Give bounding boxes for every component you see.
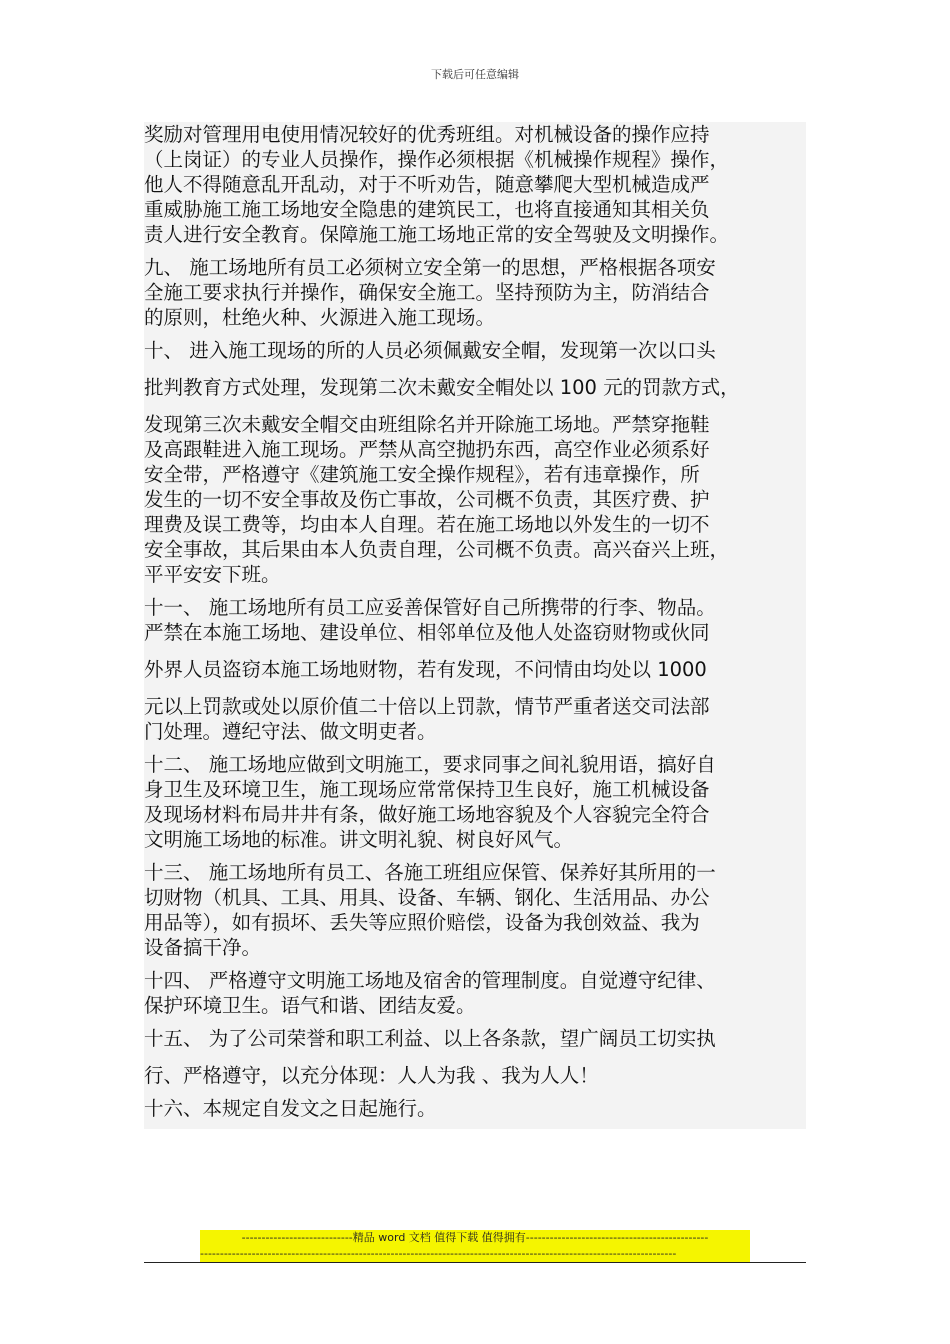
text-line: 切财物（机具、工具、用具、设备、车辆、钢化、生活用品、办公 — [144, 886, 710, 909]
paragraph — [144, 752, 806, 852]
document-body — [144, 122, 806, 1129]
paragraph — [144, 1096, 806, 1121]
text-line: 理费及误工费等，均由本人自理。若在施工场地以外发生的一切不 — [144, 513, 710, 536]
text-line: 十四、 严格遵守文明施工场地及宿舍的管理制度。自觉遵守纪律、 — [144, 969, 716, 992]
line-gap — [144, 363, 806, 375]
text-line: 门处理。遵纪守法、做文明吏者。 — [144, 720, 437, 743]
paragraph — [144, 860, 806, 960]
footer-rule — [144, 1262, 806, 1263]
text-line: 发生的一切不安全事故及伤亡事故，公司概不负责，其医疗费、护 — [144, 488, 710, 511]
text-line: 九、 施工场地所有员工必须树立安全第一的思想，严格根据各项安 — [144, 256, 716, 279]
paragraph — [144, 255, 806, 330]
text-line: 保护环境卫生。语气和谐、团结友爱。 — [144, 994, 476, 1017]
text-line: 安全带，严格遵守《建筑施工安全操作规程》，若有违章操作，所 — [144, 463, 700, 486]
paragraph — [144, 338, 806, 587]
text-line: 及高跟鞋进入施工现场。严禁从高空抛扔东西，高空作业必须系好 — [144, 438, 710, 461]
text-line: 十一、 施工场地所有员工应妥善保管好自己所携带的行李、物品。 — [144, 596, 716, 619]
text-line: 设备搞干净。 — [144, 936, 262, 959]
text-line: 奖励对管理用电使用情况较好的优秀班组。对机械设备的操作应持 — [144, 123, 710, 146]
line-gap — [144, 682, 806, 694]
text-line: 身卫生及环境卫生，施工现场应常常保持卫生良好，施工机械设备 — [144, 778, 710, 801]
line-gap — [144, 645, 806, 657]
text-line: 他人不得随意乱开乱动，对于不听劝告，随意攀爬大型机械造成严 — [144, 173, 710, 196]
text-line: 外界人员盗窃本施工场地财物，若有发现，不问情由均处以 1000 — [144, 658, 707, 681]
text-line: 批判教育方式处理，发现第二次未戴安全帽处以 100 元的罚款方式， — [144, 376, 740, 399]
text-line: 用品等），如有损坏、丢失等应照价赔偿，设备为我创效益、我为 — [144, 911, 700, 934]
text-line: 十六、本规定自发文之日起施行。 — [144, 1097, 437, 1120]
paragraph — [144, 968, 806, 1018]
text-line: 平平安安下班。 — [144, 563, 281, 586]
text-line: 行、严格遵守，以充分体现：人人为我 、我为人人！ — [144, 1064, 599, 1087]
text-line: 元以上罚款或处以原价值二十倍以上罚款，情节严重者送交司法部 — [144, 695, 710, 718]
text-line: 十五、 为了公司荣誉和职工利益、以上各条款，望广阔员工切实执 — [144, 1027, 716, 1050]
text-line: 安全事故，其后果由本人负责自理，公司概不负责。高兴奋兴上班， — [144, 538, 730, 561]
text-line: 的原则，杜绝火种、火源进入施工现场。 — [144, 306, 496, 329]
page-header: 下载后可任意编辑 — [431, 68, 519, 81]
text-line: 十二、 施工场地应做到文明施工，要求同事之间礼貌用语，搞好自 — [144, 753, 716, 776]
line-gap — [144, 1051, 806, 1063]
text-line: 十三、 施工场地所有员工、各施工班组应保管、保养好其所用的一 — [144, 861, 716, 884]
paragraph — [144, 122, 806, 247]
line-gap — [144, 400, 806, 412]
text-line: 文明施工场地的标准。讲文明礼貌、树良好风气。 — [144, 828, 574, 851]
text-line: 发现第三次未戴安全帽交由班组除名并开除施工场地。严禁穿拖鞋 — [144, 413, 710, 436]
text-line: 及现场材料布局井井有条，做好施工场地容貌及个人容貌完全符合 — [144, 803, 710, 826]
text-line: 全施工要求执行并操作，确保安全施工。坚持预防为主，防消结合 — [144, 281, 710, 304]
text-line: 十、 进入施工现场的所的人员必须佩戴安全帽，发现第一次以口头 — [144, 339, 716, 362]
text-line: 重威胁施工施工场地安全隐患的建筑民工，也将直接通知其相关负 — [144, 198, 710, 221]
text-line: 责人进行安全教育。保障施工施工场地正常的安全驾驶及文明操作。 — [144, 223, 730, 246]
footer-banner: ----------------------------精品 word 文档 值得下载 值得拥有---------------------------------------------- — [200, 1230, 750, 1246]
paragraph — [144, 1026, 806, 1088]
footer-banner-dashes: ------------------------------------------------------------------------------------------------------------------------ — [200, 1246, 750, 1262]
paragraph — [144, 595, 806, 744]
text-line: （上岗证）的专业人员操作，操作必须根据《机械操作规程》操作， — [144, 148, 730, 171]
text-line: 严禁在本施工场地、建设单位、相邻单位及他人处盗窃财物或伙同 — [144, 621, 710, 644]
